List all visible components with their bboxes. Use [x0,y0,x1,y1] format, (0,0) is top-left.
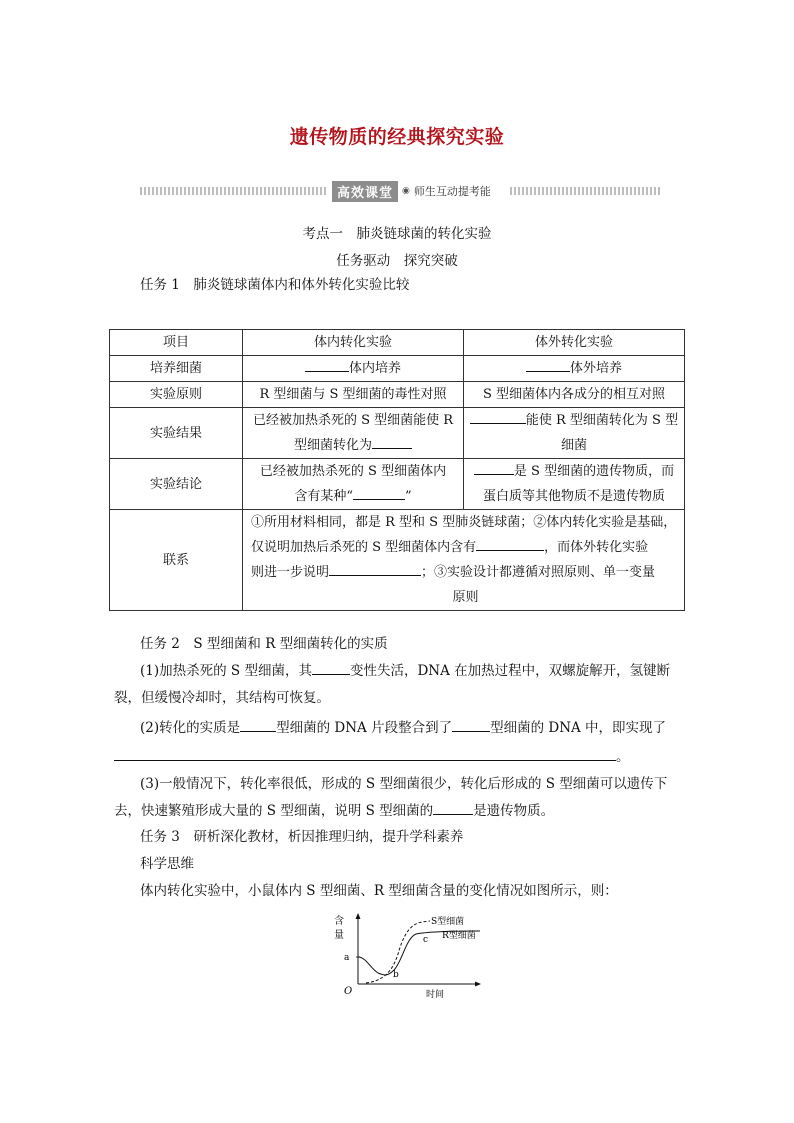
answer-blank[interactable] [470,409,526,424]
banner-box [328,181,495,201]
task2-p1: (1)加热杀死的 S 型细菌，其 变性失活，DNA 在加热过程中，双螺旋解开，氢键断 [140,657,670,686]
section-heading: 考点一 肺炎链球菌的转化实验 [302,226,492,242]
comparison-table [109,329,685,611]
task2-p3: (3)一般情况下，转化率很低，形成的 S 型细菌很少，转化后形成的 S 型细菌可以遗传下 [140,776,668,792]
table-cell: 体内培养 [243,356,464,382]
answer-blank[interactable] [452,717,490,732]
task3-intro: 体内转化实验中，小鼠体内 S 型细菌、R 型细菌含量的变化情况如图所示，则： [140,883,618,899]
y-axis-label-1: 含 [334,916,344,927]
banner-rule-right [510,187,660,195]
task1-heading: 任务 1 肺炎链球菌体内和体外转化实验比较 [140,277,410,293]
y-axis-label-2: 量 [334,930,344,941]
answer-blank[interactable] [305,357,349,372]
task3-heading: 任务 3 研析深化教材，析因推理归纳，提升学科素养 [140,829,464,845]
section-banner [140,181,660,201]
point-b-label: b [393,970,399,980]
row-label: 联系 [110,510,243,611]
row-label: 实验原则 [110,382,243,408]
table-cell: 能使 R 型细菌转化为 S 型 细菌 [464,408,685,459]
point-c-label: c [423,935,429,945]
answer-blank[interactable] [240,717,276,732]
r-bacteria-label: R型细菌 [442,931,476,941]
table-cell: 体外培养 [464,356,685,382]
task2-heading: 任务 2 S 型细菌和 R 型细菌转化的实质 [140,636,388,652]
row-label: 实验结论 [110,459,243,510]
section-subheading: 任务驱动 探究突破 [336,253,458,269]
banner-main-label: 高效课堂 [332,181,398,202]
banner-rule-left [140,187,328,195]
table-row [110,382,685,408]
answer-blank[interactable] [114,746,616,761]
task2-p3-line2: 去，快速繁殖形成大量的 S 型细菌，说明 S 型细菌的 是遗传物质。 [114,797,554,826]
table-header-cell: 体内转化实验 [243,330,464,356]
table-cell: 已经被加热杀死的 S 型细菌体内 含有某种“ ” [243,459,464,510]
answer-blank[interactable] [329,561,421,576]
task2-p2-line2: 。 [114,743,630,772]
target-icon: ◉ [402,186,410,196]
page-title: 遗传物质的经典探究实验 [289,126,505,148]
answer-blank[interactable] [476,536,544,551]
answer-blank[interactable] [526,357,570,372]
row-label: 培养细菌 [110,356,243,382]
task2-p2: (2)转化的实质是 型细菌的 DNA 片段整合到了 型细菌的 DNA 中，即实现了 [140,714,666,743]
table-cell: S 型细菌体内各成分的相互对照 [464,382,685,408]
table-header-row [110,330,685,356]
table-cell: R 型细菌与 S 型细菌的毒性对照 [243,382,464,408]
table-cell: 是 S 型细菌的遗传物质，而 蛋白质等其他物质不是遗传物质 [464,459,685,510]
answer-blank[interactable] [372,434,412,449]
x-axis-arrow-icon [475,982,481,987]
answer-blank[interactable] [474,460,514,475]
table-row [110,356,685,382]
table-cell: ①所用材料相同，都是 R 型和 S 型肺炎链球菌；②体内转化实验是基础， 仅说明加热后杀死的 S 型细菌体内含有 ，而体外转化实验 则进一步说明 ；③实验设计都遵循对照原则、单一变量 原则 [243,510,685,611]
table-header-cell: 体外转化实验 [464,330,685,356]
answer-blank[interactable] [433,800,473,815]
banner-sub-label: 师生互动提考能 [413,185,491,198]
row-label: 实验结果 [110,408,243,459]
y-axis-arrow-icon [356,913,361,919]
s-bacteria-label: S型细菌 [431,917,465,927]
point-a-label: a [344,953,350,963]
table-header-cell: 项目 [110,330,243,356]
x-axis-label: 时间 [426,990,445,1000]
table-cell: 已经被加热杀死的 S 型细菌能使 R 型细菌转化为 [243,408,464,459]
bacteria-growth-figure [330,910,500,1000]
origin-label: O [344,986,353,997]
table-row [110,459,685,510]
task3-sub: 科学思维 [140,856,194,872]
task2-p1-line2: 裂，但缓慢冷却时，其结构可恢复。 [114,690,330,706]
table-row [110,510,685,611]
table-row [110,408,685,459]
answer-blank[interactable] [353,485,405,500]
answer-blank[interactable] [312,660,350,675]
